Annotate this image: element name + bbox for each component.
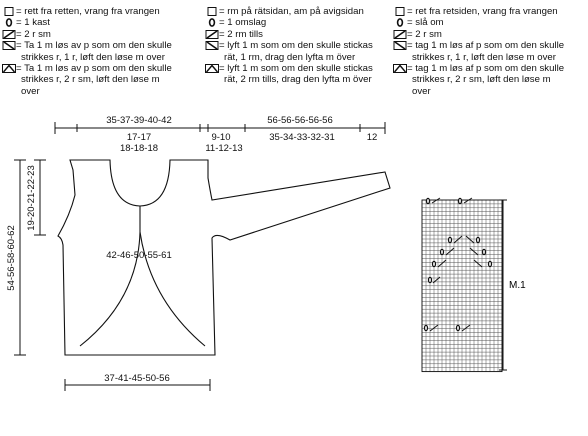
yarn-over-icon (441, 249, 444, 254)
yarn-over-icon (477, 237, 480, 242)
legend-text: over (412, 85, 431, 97)
label-sleeve: 35-34-33-32-31 (269, 132, 335, 143)
legend-text: strikkes r, 1 r, løft den løse m over (412, 51, 556, 63)
label-armhole-depth: 19-20-21-22-23 (26, 165, 37, 231)
legend-text: rät, 2 rm tills, drag den lyfta m över (224, 74, 372, 86)
label-cuff: 12 (366, 132, 378, 143)
label-total-length: 54-56-58-60-62 (6, 225, 17, 291)
label-armhole-1: 9-10 (211, 132, 231, 143)
legend-text: = 2 r sm (16, 28, 51, 40)
decrease-icon (432, 198, 440, 203)
yarn-over-icon (483, 249, 486, 254)
yarn-over-icon (433, 261, 436, 266)
legend-text: = tag 1 m løs af p som om den skulle (407, 40, 565, 52)
legend-text: = slå om (407, 17, 444, 29)
yarn-over-icon (459, 198, 462, 203)
yarn-over-icon (457, 325, 460, 330)
legend-text: = tag 1 m løs af p som om den skulle (407, 63, 565, 75)
yarn-over-icon (449, 237, 452, 242)
label-neck-width: 17-17 (126, 132, 152, 143)
legend-text: = rett fra retten, vrang fra vrangen (16, 6, 160, 17)
legend-text: = ret fra retsiden, vrang fra vrangen (407, 6, 558, 17)
yarn-over-icon (427, 198, 430, 203)
legend-text: over (21, 85, 40, 97)
yarn-over-icon (425, 325, 428, 330)
label-chest: 42-46-50-55-61 (106, 250, 172, 261)
legend-text: = lyft 1 m som om den skulle stickas (219, 63, 373, 75)
yarn-over-icon (429, 277, 432, 282)
legend-text: = Ta 1 m løs av p som om den skulle (16, 63, 172, 75)
legend-text: = Ta 1 m løs av p som om den skulle (16, 40, 172, 52)
legend-text: = 2 rm tills (219, 28, 263, 40)
legend-text: strikkes r, 2 r sm, løft den løse m (412, 74, 551, 86)
chart-label: M.1 (509, 280, 526, 291)
legend-text: = 2 r sm (407, 28, 442, 40)
legend-text: rät, 1 rm, drag den lyfta m över (224, 51, 356, 63)
legend-text: = rm på rätsidan, am på avigsidan (219, 6, 364, 17)
legend-text: strikkes r, 2 r sm, løft den løse m (21, 74, 160, 86)
legend-text: = lyft 1 m som om den skulle stickas (219, 40, 373, 52)
label-bottom-width: 37-41-45-50-56 (104, 373, 170, 384)
knitting-chart-m1 (422, 200, 502, 372)
yarn-over-icon (489, 261, 492, 266)
label-top-left: 35-37-39-40-42 (106, 115, 172, 126)
front-edge-curve (80, 206, 140, 346)
legend-text: strikkes r, 1 r, løft den løse m over (21, 51, 165, 63)
decrease-icon (464, 198, 472, 203)
legend-text: = 1 kast (16, 17, 50, 29)
legend-text: = 1 omslag (219, 17, 267, 29)
label-neck-depth: 18-18-18 (119, 143, 159, 154)
label-armhole-2: 11-12-13 (205, 143, 243, 154)
label-top-right: 56-56-56-56-56 (267, 115, 333, 126)
